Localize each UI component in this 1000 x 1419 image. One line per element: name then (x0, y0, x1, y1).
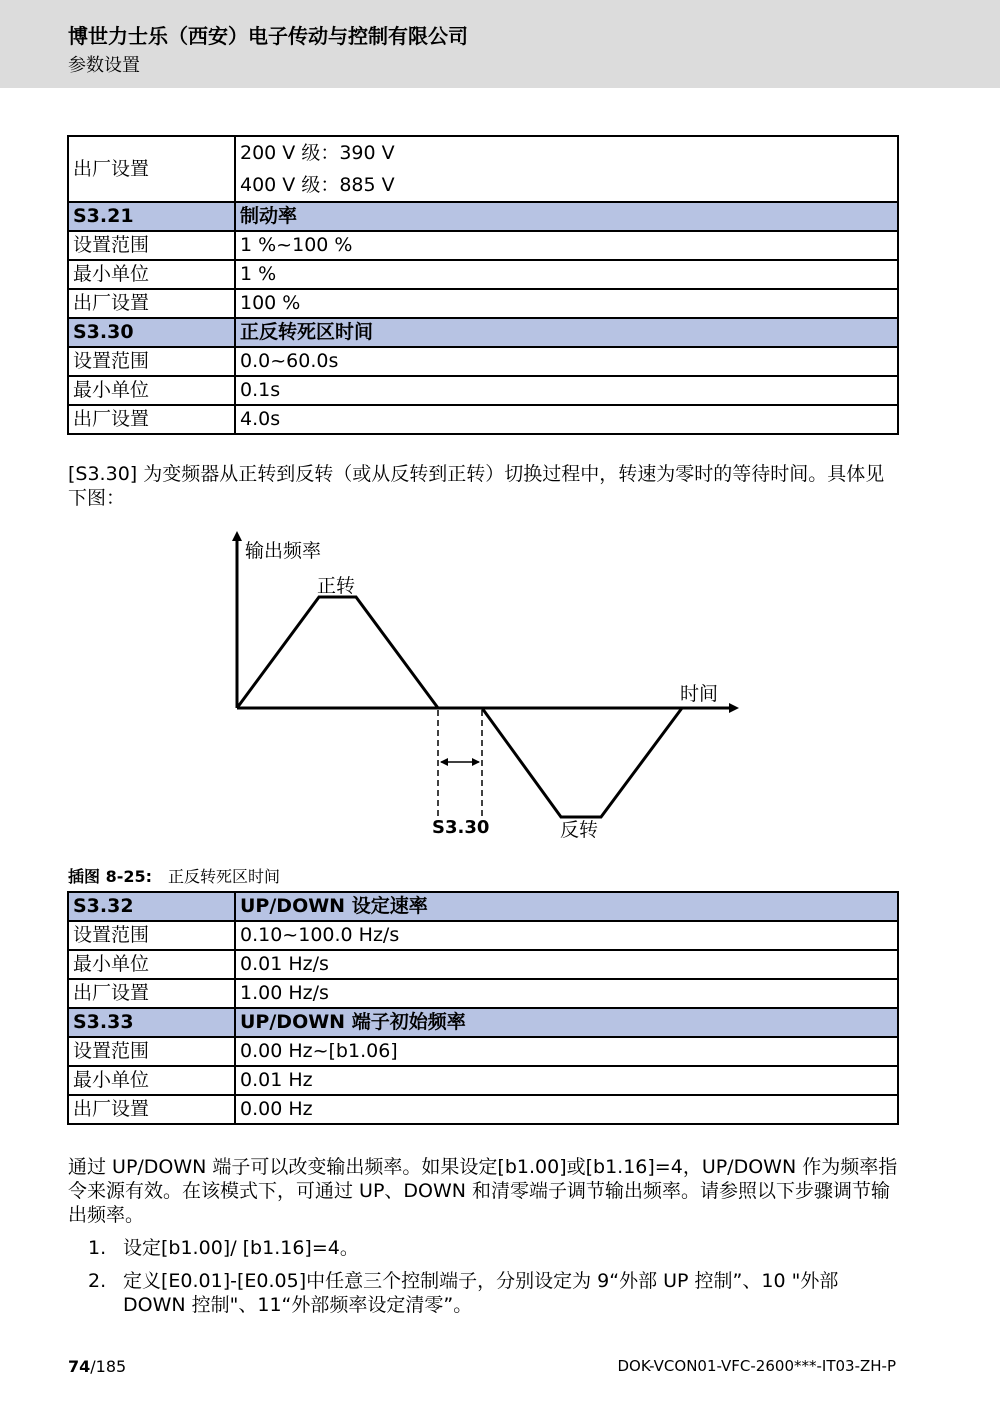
figure-caption-text: 正反转死区时间 (168, 867, 281, 886)
list-item-text: 定义[E0.01]-[E0.05]中任意三个控制端子，分别设定为 9“外部 UP 控制”、10 "外部 DOWN 控制"、11“外部频率设定清零”。 (123, 1270, 839, 1316)
table-row (68, 347, 898, 376)
parameter-title: 正反转死区时间 (235, 318, 898, 347)
x-axis-label: 时间 (680, 683, 719, 705)
company-name: 博世力士乐（西安）电子传动与控制有限公司 (68, 24, 468, 48)
table-cell-value: 1.00 Hz/s (235, 979, 898, 1008)
y-axis-label: 输出频率 (245, 540, 322, 562)
parameter-header-row (68, 1008, 898, 1037)
table-row (68, 1037, 898, 1066)
total-pages: /185 (90, 1357, 127, 1376)
table-cell-value: 1 %~100 % (235, 231, 898, 260)
table-cell-label: 设置范围 (68, 231, 235, 260)
list-item (88, 1269, 903, 1317)
parameter-title: UP/DOWN 设定速率 (235, 892, 898, 921)
parameter-header-row (68, 202, 898, 231)
table-cell-label: 出厂设置 (68, 136, 235, 202)
deadband-diagram (220, 528, 750, 848)
list-item-text: 设定[b1.00]/ [b1.16]=4。 (123, 1237, 359, 1259)
table-row (68, 376, 898, 405)
parameter-code: S3.21 (68, 202, 235, 231)
table-row (68, 979, 898, 1008)
forward-label: 正转 (317, 575, 356, 597)
reverse-label: 反转 (560, 819, 599, 841)
list-item-number: 1. (88, 1237, 107, 1259)
table-cell-label: 最小单位 (68, 950, 235, 979)
value-line: 200 V 级：390 V (240, 142, 395, 164)
parameter-code: S3.30 (68, 318, 235, 347)
parameter-header-row (68, 892, 898, 921)
parameter-code: S3.33 (68, 1008, 235, 1037)
table-cell-label: 设置范围 (68, 1037, 235, 1066)
table-cell-value: 0.0~60.0s (235, 347, 898, 376)
paragraph-s330-description: [S3.30] 为变频器从正转到反转（或从反转到正转）切换过程中，转速为零时的等待时间。具体见下图： (68, 463, 885, 509)
figure-caption-number: 插图 8-25: (68, 867, 153, 886)
table-row (68, 136, 898, 202)
table-cell-value: 0.01 Hz (235, 1066, 898, 1095)
current-page: 74 (68, 1357, 91, 1376)
table-cell-label: 出厂设置 (68, 405, 235, 434)
value-line: 400 V 级：885 V (240, 174, 395, 196)
table-row (68, 1066, 898, 1095)
reverse-curve (482, 708, 682, 817)
parameter-code: S3.32 (68, 892, 235, 921)
table-cell-value: 0.1s (235, 376, 898, 405)
table-row (68, 405, 898, 434)
table-cell-label: 出厂设置 (68, 1095, 235, 1124)
document-id: DOK-VCON01-VFC-2600***-IT03-ZH-P (617, 1357, 896, 1375)
table-cell-value: 100 % (235, 289, 898, 318)
table-cell-value: 0.00 Hz (235, 1095, 898, 1124)
forward-curve (237, 597, 438, 708)
list-item-number: 2. (88, 1270, 107, 1292)
parameter-title: UP/DOWN 端子初始频率 (235, 1008, 898, 1037)
table-cell-value: 0.01 Hz/s (235, 950, 898, 979)
section-title: 参数设置 (68, 55, 140, 76)
table-cell-value: 0.10~100.0 Hz/s (235, 921, 898, 950)
table-cell-label: 出厂设置 (68, 979, 235, 1008)
table-cell-label: 最小单位 (68, 376, 235, 405)
page-number (68, 1357, 126, 1376)
table-cell-label: 出厂设置 (68, 289, 235, 318)
table-cell-value: 1 % (235, 260, 898, 289)
table-row (68, 921, 898, 950)
paragraph-up-down-description: 通过 UP/DOWN 端子可以改变输出频率。如果设定[b1.00]或[b1.16]=4，UP/DOWN 作为频率指令来源有效。在该模式下，可通过 UP、DOWN 和清零端子调节输出频率。请参照以下步骤调节输出频率。 (68, 1156, 898, 1226)
table-row (68, 950, 898, 979)
table-cell-value (235, 136, 898, 202)
parameter-title: 制动率 (235, 202, 898, 231)
page-header (0, 0, 1000, 88)
parameter-header-row (68, 318, 898, 347)
table-row (68, 289, 898, 318)
table-row (68, 1095, 898, 1124)
list-item (88, 1236, 903, 1260)
deadband-label: S3.30 (432, 817, 490, 838)
table-cell-value: 0.00 Hz~[b1.06] (235, 1037, 898, 1066)
figure-caption (68, 864, 280, 887)
parameter-table-2 (67, 891, 899, 1125)
table-cell-value: 4.0s (235, 405, 898, 434)
table-cell-label: 设置范围 (68, 347, 235, 376)
table-row (68, 231, 898, 260)
table-cell-label: 最小单位 (68, 260, 235, 289)
parameter-table-1 (67, 135, 899, 435)
table-cell-label: 最小单位 (68, 1066, 235, 1095)
table-row (68, 260, 898, 289)
table-cell-label: 设置范围 (68, 921, 235, 950)
